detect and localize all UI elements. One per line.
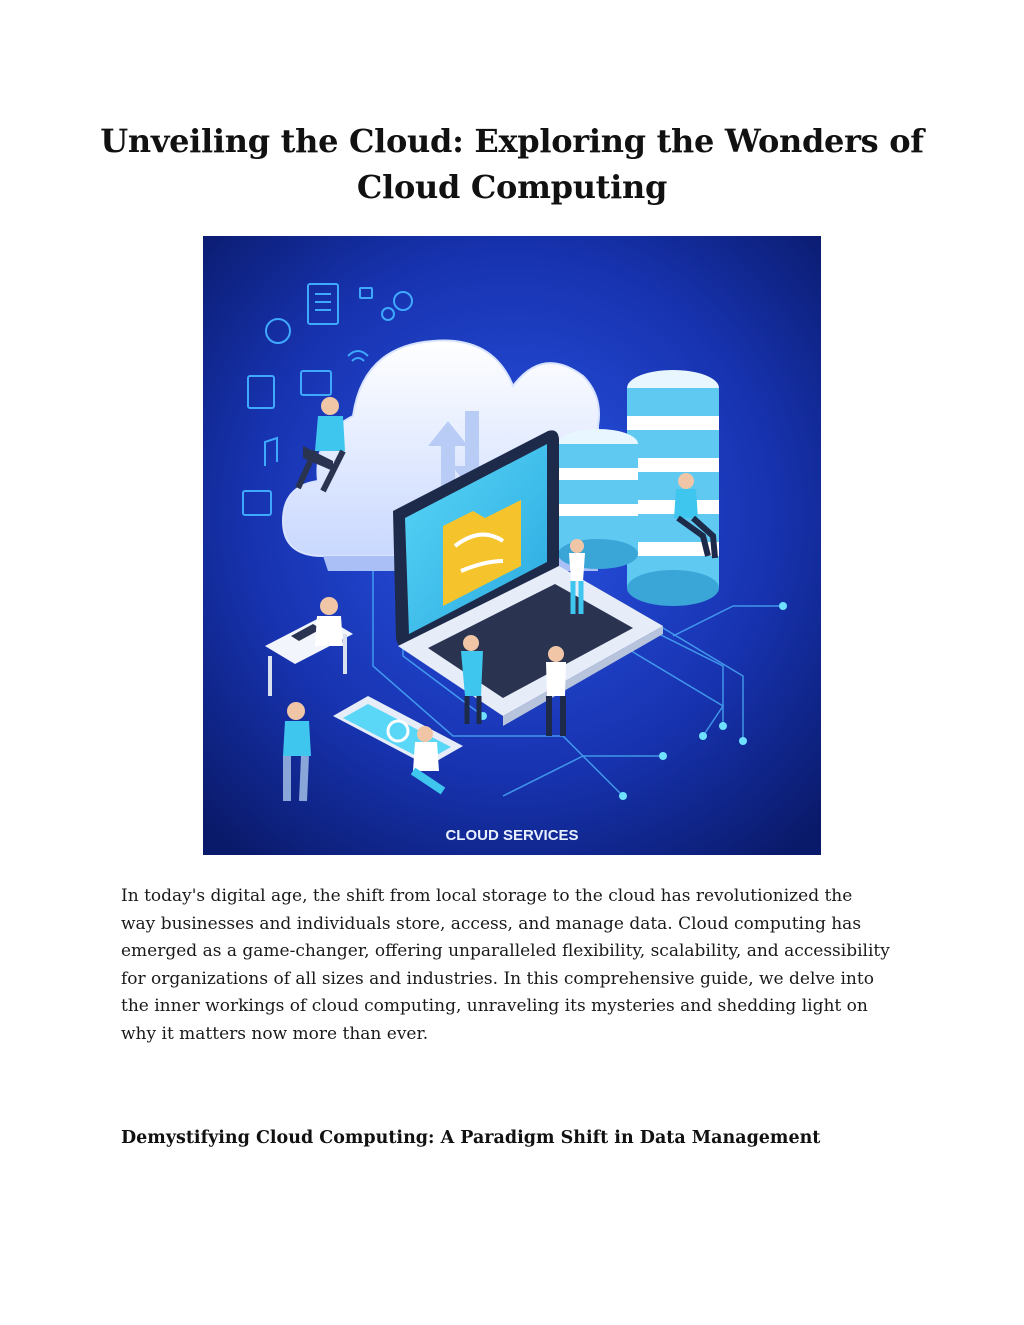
cloud-services-illustration	[203, 236, 821, 855]
section-heading: Demystifying Cloud Computing: A Paradigm Shift in Data Management	[121, 1128, 821, 1148]
document-title: Unveiling the Cloud: Exploring the Wonders of Cloud Computing	[100, 122, 924, 206]
database-stack-medium	[558, 429, 638, 569]
hero-illustration	[203, 236, 821, 855]
hero-caption: CLOUD SERVICES	[445, 827, 579, 844]
database-stack-large	[627, 370, 719, 606]
intro-paragraph: In today's digital age, the shift from local storage to the cloud has revolutionized the way businesses and individuals store, access, and manage data. Cloud computing has emerged as a game-changer, offering unparalleled flexibility, scalability, and accessibility for organizations of all sizes and industries. In this comprehensive guide, we delve into the inner workings of cloud computing, unraveling its mysteries and shedding light on why it matters now more than ever.	[121, 886, 890, 1044]
